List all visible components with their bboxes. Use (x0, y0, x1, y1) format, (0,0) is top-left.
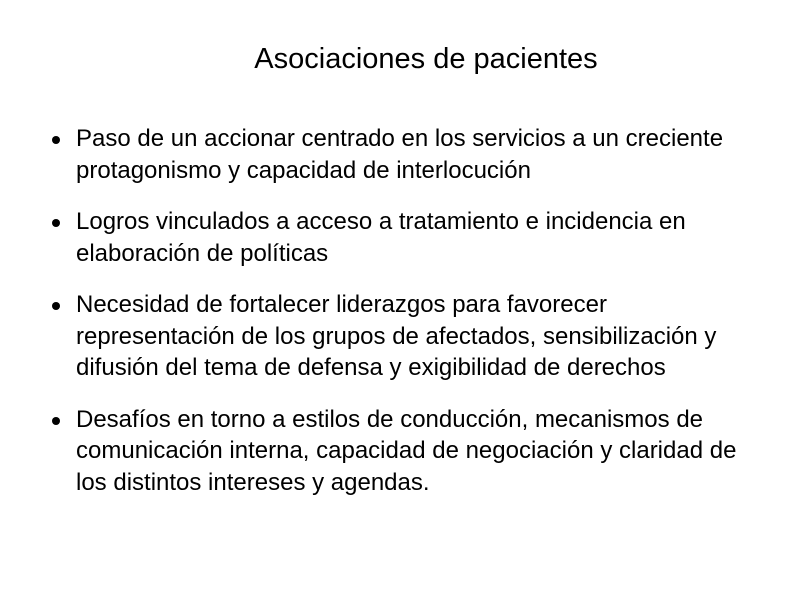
bullet-item (50, 404, 760, 499)
bullet-item (50, 289, 760, 384)
bullet-text: Logros vinculados a acceso a tratamiento e incidencia en elaboración de políticas (76, 208, 686, 267)
bullet-dot-icon (52, 302, 60, 310)
bullet-list (50, 123, 760, 498)
bullet-dot-icon (52, 417, 60, 425)
bullet-text: Paso de un accionar centrado en los servicios a un creciente protagonismo y capacidad de interlocución (76, 125, 724, 184)
bullet-text: Necesidad de fortalecer liderazgos para favorecer representación de los grupos de afectados, sensibilización y difusión del tema de defensa y exigibilidad de derechos (76, 291, 717, 381)
bullet-item (50, 206, 760, 269)
slide-title: Asociaciones de pacientes (254, 43, 598, 75)
bullet-item (50, 123, 760, 186)
bullet-text: Desafíos en torno a estilos de conducción, mecanismos de comunicación interna, capacidad de negociación y claridad de los distintos intereses y agendas. (76, 405, 737, 496)
bullet-dot-icon (52, 136, 60, 144)
bullet-dot-icon (52, 219, 60, 227)
